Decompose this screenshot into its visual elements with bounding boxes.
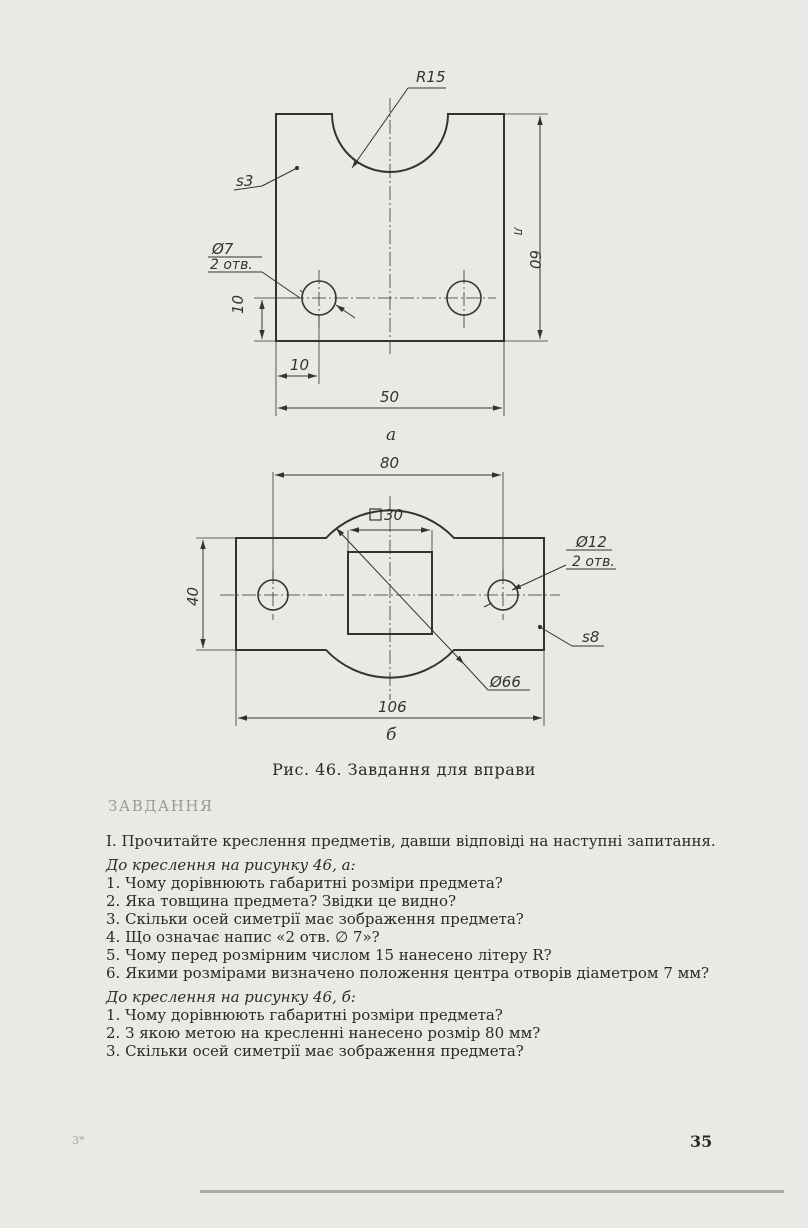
part-a-hole-count-label: 2 отв. bbox=[210, 257, 253, 273]
part-a-figure-label: а bbox=[386, 425, 397, 445]
group-b-question: 3. Скільки осей симетрії має зображення предмета? bbox=[106, 1042, 524, 1060]
group-a-question: 5. Чому перед розмірним числом 15 нанесено літеру R? bbox=[106, 946, 552, 964]
signature-mark: 3* bbox=[72, 1134, 85, 1147]
part-b-width-label: 106 bbox=[378, 698, 407, 716]
part-a-thickness-label: s3 bbox=[236, 172, 254, 190]
part-b-arc-diameter-label: Ø66 bbox=[490, 673, 521, 691]
part-b-thickness-label: s8 bbox=[582, 628, 600, 646]
group-a-question: 4. Що означає напис «2 отв. ∅ 7»? bbox=[106, 928, 380, 946]
part-a-radius-label: R15 bbox=[416, 68, 446, 86]
group-a-question: 6. Якими розмірами визначено положення центра отворів діаметром 7 мм? bbox=[106, 964, 710, 982]
part-b-height-label: 40 bbox=[184, 586, 202, 606]
part-b-hole-diameter-label: Ø12 bbox=[576, 533, 607, 551]
part-a-drawing bbox=[208, 88, 548, 416]
part-b-drawing bbox=[196, 472, 616, 726]
group-a-heading: До креслення на рисунку 46, а: bbox=[106, 856, 356, 874]
bottom-edge-line bbox=[200, 1190, 784, 1193]
group-b-heading: До креслення на рисунку 46, б: bbox=[106, 988, 356, 1006]
group-b-question: 1. Чому дорівнюють габаритні розміри предмета? bbox=[106, 1006, 503, 1024]
section-title: ЗАВДАННЯ bbox=[108, 797, 214, 815]
part-a-height-mark: Л bbox=[511, 227, 524, 236]
part-a-hole-diameter-label: Ø7 bbox=[212, 240, 234, 258]
part-b-square-label: 30 bbox=[384, 506, 404, 524]
part-b-center-distance-label: 80 bbox=[380, 454, 400, 472]
group-b-question: 2. З якою метою на кресленні нанесено розмір 80 мм? bbox=[106, 1024, 541, 1042]
page-number: 35 bbox=[690, 1132, 713, 1151]
part-b-figure-label: б bbox=[386, 725, 397, 745]
part-b-hole-count-label: 2 отв. bbox=[572, 554, 615, 570]
exercise-text bbox=[70, 832, 718, 1060]
part-a-offset-x-label: 10 bbox=[290, 356, 310, 374]
part-a-offset-y-label: 10 bbox=[229, 294, 247, 314]
group-a-question: 1. Чому дорівнюють габаритні розміри предмета? bbox=[106, 874, 503, 892]
part-a-width-label: 50 bbox=[380, 388, 400, 406]
group-a-question: 2. Яка товщина предмета? Звідки це видно? bbox=[106, 892, 457, 910]
group-a-question: 3. Скільки осей симетрії має зображення предмета? bbox=[106, 910, 524, 928]
part-a-height-label: 60 bbox=[526, 250, 544, 270]
figure-caption: Рис. 46. Завдання для вправи bbox=[272, 760, 536, 779]
intro-paragraph: І. Прочитайте креслення предметів, давши відповіді на наступні запитання. bbox=[106, 832, 716, 850]
part-b-labels bbox=[184, 454, 615, 745]
